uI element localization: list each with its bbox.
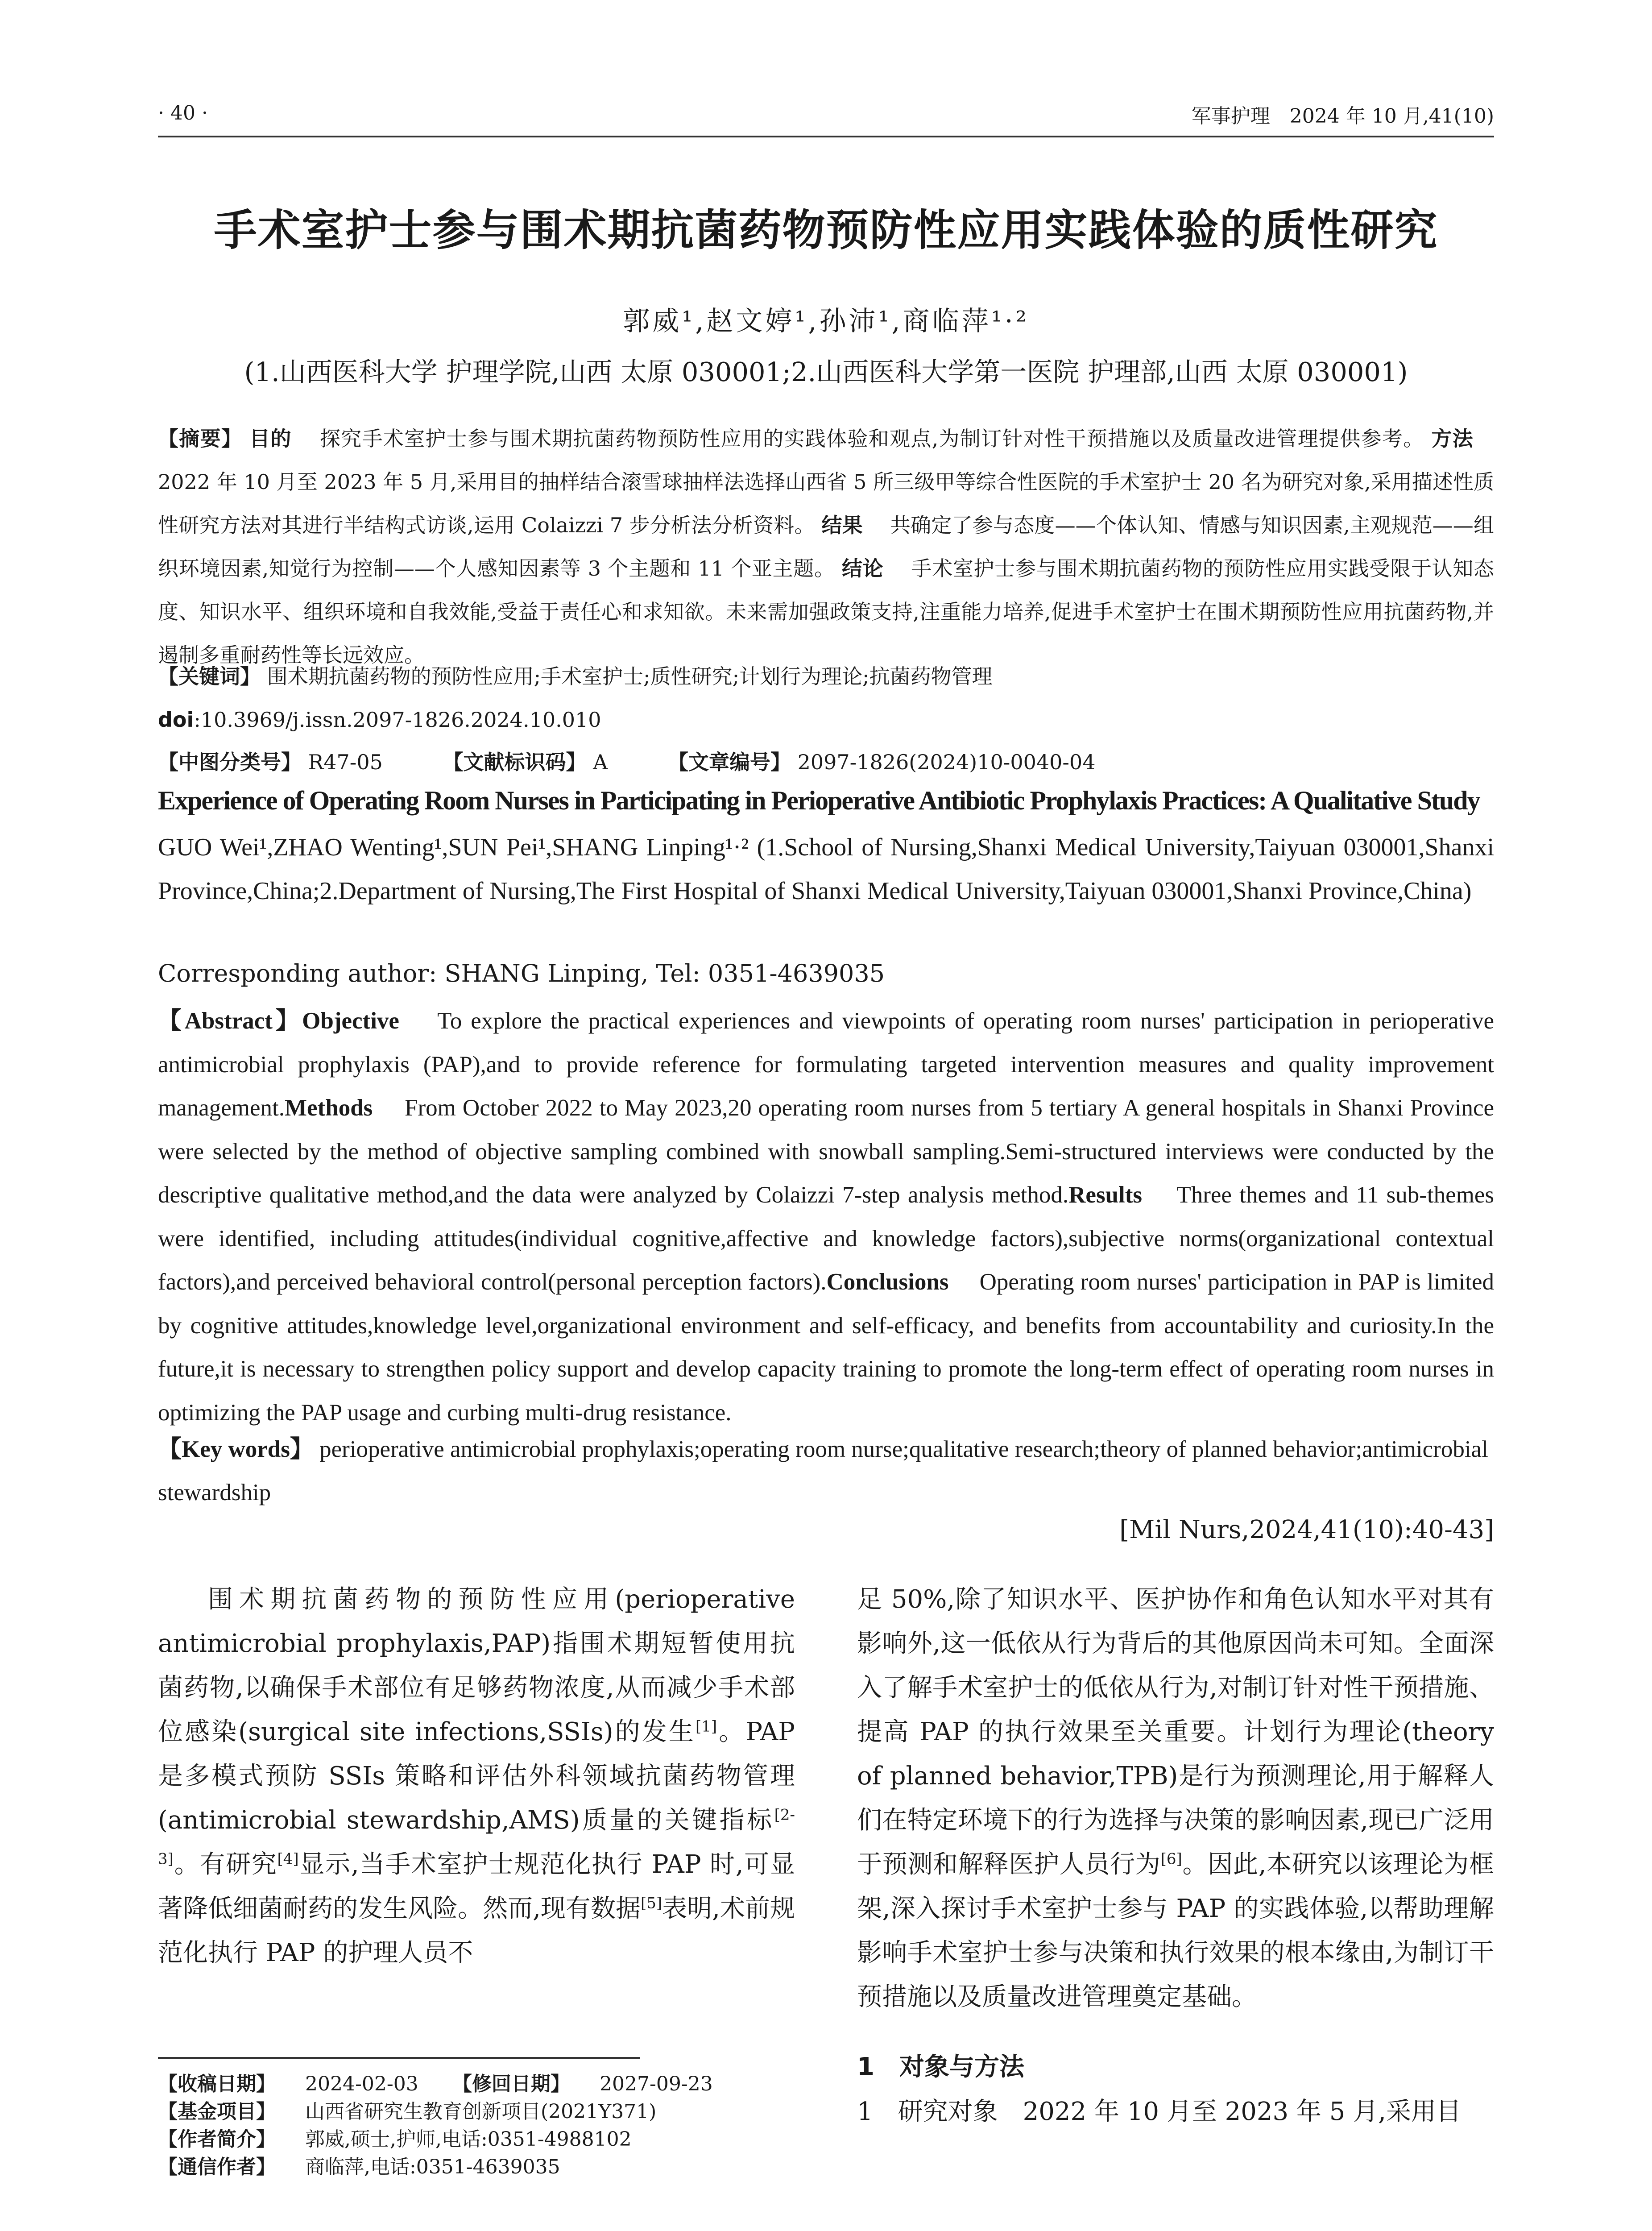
footnotes [158,2070,795,2181]
doc-code-value: A [593,750,608,774]
methods-en-label: Methods [285,1095,373,1121]
intro-paragraph-continued [857,1577,1494,2019]
conclusion-label: 结论 [841,556,884,581]
footnote-fund [158,2098,795,2126]
body-column-right [857,1577,1494,2019]
conclusions-en-label: Conclusions [826,1269,949,1295]
intro-text: 显示,当手术室护士规范化执行 PAP 时,可显著降低细菌耐药的发生风险。然而,现有数据 [158,1850,795,1923]
doc-code-label: 【文献标识码】 [443,750,587,774]
doi-label: doi [158,708,194,732]
intro-text: 。因此,本研究以该理论为框架,深入探讨手术室护士参与 PAP 的实践体验,以帮助理解影响手术室护士参与决策和执行效果的根本缘由,为制订干预措施以及质量改进管理奠定基础。 [857,1850,1494,2011]
received-date: 2024-02-03 [305,2073,418,2095]
author-bio-value: 郭威,硕士,护师,电话:0351-4988102 [305,2128,632,2151]
intro-text: 。PAP 是多模式预防 SSIs 策略和评估外科领域抗菌药物管理(antimicrobial stewardship,AMS)质量的关键指标 [158,1717,795,1835]
revised-label: 【修回日期】 [452,2073,570,2095]
abstract-en-label: 【Abstract】 [158,1008,302,1034]
objective-en-text: To explore the practical experiences and viewpoints of operating room nurses' participation in perioperative antimicrobial prophylaxis (PAP),and to provide reference for formulating targeted intervention measures and quality improvement management. [158,1008,1494,1121]
keywords-cn [158,655,1494,698]
abstract-cn-label: 【摘要】 [158,427,243,451]
journal-issue: 军事护理 2024 年 10 月,41(10) [1191,105,1494,128]
keywords-cn-label: 【关键词】 [158,664,261,688]
section-heading: 1 对象与方法 [857,2053,1024,2082]
methods-en-text: From October 2022 to May 2023,20 operating room nurses from 5 tertiary A general hospitals in Shanxi Province were selected by the method of objective sampling combined with snowball sampling.Semi-structured interviews were conducted by the descriptive qualitative method,and the data were analyzed by Colaizzi 7-step analysis method. [158,1095,1494,1208]
fund-value: 山西省研究生教育创新项目(2021Y371) [305,2100,657,2123]
page-number: · 40 · [158,102,208,124]
results-en-label: Results [1068,1182,1143,1208]
keywords-cn-text: 围术期抗菌药物的预防性应用;手术室护士;质性研究;计划行为理论;抗菌药物管理 [267,664,993,688]
article-no-label: 【文章编号】 [667,750,791,774]
footnote-author [158,2126,795,2153]
reference-mark: [1] [695,1717,717,1736]
intro-text: 表明,术前规范化执行 PAP 的护理人员不 [158,1894,795,1967]
author-bio-label: 【作者简介】 [158,2128,276,2151]
english-title: Experience of Operating Room Nurses in Participating in Perioperative Antibiotic Prophylaxis Practices: A Qualitative Study [158,786,1480,815]
body-column-left [158,1577,795,1975]
objective-en-label: Objective [302,1008,399,1034]
clc-label: 【中图分类号】 [158,750,302,774]
classification [158,741,1494,784]
keywords-en-label: 【Key words】 [158,1436,314,1462]
abstract-en [158,999,1494,1435]
keywords-en [158,1428,1494,1514]
affiliations: (1.山西医科大学 护理学院,山西 太原 030001;2.山西医科大学第一医院 护理部,山西 太原 030001) [244,357,1408,387]
fund-label: 【基金项目】 [158,2100,276,2123]
results-en-text: Three themes and 11 sub-themes were identified, including attitudes(individual cognitive,affective and knowledge factors),subjective norms(organizational contextual factors),and perceived behavioral control(personal perception factors). [158,1182,1494,1295]
intro-text: 围术期抗菌药物的预防性应用(perioperative antimicrobial prophylaxis,PAP)指围术期短暂使用抗菌药物,以确保手术部位有足够药物浓度,从而减少手术部位感染(surgical site infections,SSIs)的发生 [158,1585,795,1746]
header-rule [158,136,1494,137]
article-no-value: 2097-1826(2024)10-0040-04 [797,750,1096,774]
keywords-en-text: perioperative antimicrobial prophylaxis;operating room nurse;qualitative research;theory of planned behavior;antimicrobial stewardship [158,1436,1488,1505]
authors: 郭威¹,赵文婷¹,孙沛¹,商临萍¹·² [623,306,1029,337]
reference-mark: [6] [1160,1850,1182,1868]
methods-label: 方法 [1431,427,1474,451]
conclusion-text: 手术室护士参与围术期抗菌药物的预防性应用实践受限于认知态度、知识水平、组织环境和自我效能,受益于责任心和求知欲。未来需加强政策支持,注重能力培养,促进手术室护士在围术期预防性应用抗菌药物,并遏制多重耐药性等长远效应。 [158,556,1495,667]
corresponding-author: Corresponding author: SHANG Linping, Tel: 0351-4639035 [158,959,885,987]
footnote-corresponding [158,2153,795,2181]
objective-text: 探究手术室护士参与围术期抗菌药物预防性应用的实践体验和观点,为制订针对性干预措施以及质量改进管理提供参考。 [319,427,1424,451]
revised-date: 2027-09-23 [600,2073,713,2095]
subsection-text: 1 研究对象 2022 年 10 月至 2023 年 5 月,采用目 [857,2097,1461,2126]
conclusions-en-text: Operating room nurses' participation in PAP is limited by cognitive attitudes,knowledge level,organizational environment and self-efficacy, and benefits from accountability and curiosity.In the future,it is necessary to strengthen policy support and develop capacity training to promote the long-term effect of operating room nurses in optimizing the PAP usage and curbing multi-drug resistance. [158,1269,1495,1426]
citation: [Mil Nurs,2024,41(10):40-43] [1119,1515,1494,1544]
reference-mark: [5] [640,1894,662,1912]
intro-text: 足 50%,除了知识水平、医护协作和角色认知水平对其有影响外,这一低依从行为背后的其他原因尚未可知。全面深入了解手术室护士的低依从行为,对制订针对性干预措施、提高 PAP 的执行效果至关重要。计划行为理论(theory of planned behavior,TPB)是行为预测理论,用于解释人们在特定环境下的行为选择与决策的影响因素,现已广泛用于预测和解释医护人员行为 [857,1585,1494,1879]
article-title: 手术室护士参与围术期抗菌药物预防性应用实践体验的质性研究 [214,205,1438,255]
objective-label: 目的 [249,427,292,451]
footnote-rule [158,2057,640,2059]
results-label: 结果 [821,513,863,537]
doi [158,698,1494,742]
reference-mark: [2-3] [158,1806,795,1868]
methods-text: 2022 年 10 月至 2023 年 5 月,采用目的抽样结合滚雪球抽样法选择山西省 5 所三级甲等综合性医院的手术室护士 20 名为研究对象,采用描述性质性研究方法对其进行半结构式访谈,运用 Colaizzi 7 步分析法分析资料。 [158,470,1494,537]
intro-paragraph [158,1577,795,1975]
corresponding-label: 【通信作者】 [158,2156,276,2178]
corresponding-value: 商临萍,电话:0351-4639035 [305,2156,560,2178]
received-label: 【收稿日期】 [158,2073,276,2095]
english-authors: GUO Wei¹,ZHAO Wenting¹,SUN Pei¹,SHANG Linping¹·² (1.School of Nursing,Shanxi Medical University,Taiyuan 030001,Shanxi Province,China;2.Department of Nursing,The First Hospital of Shanxi Medical University,Taiyuan 030001,Shanxi Province,China) [158,834,1494,905]
intro-text: 。有研究 [173,1850,277,1879]
abstract-cn [158,417,1494,677]
doi-text: :10.3969/j.issn.2097-1826.2024.10.010 [194,708,601,732]
footnote-dates [158,2070,795,2098]
reference-mark: [4] [277,1850,299,1868]
results-text: 共确定了参与态度——个体认知、情感与知识因素,主观规范——组织环境因素,知觉行为控制——个人感知因素等 3 个主题和 11 个亚主题。 [158,513,1495,581]
clc-value: R47-05 [308,750,383,774]
